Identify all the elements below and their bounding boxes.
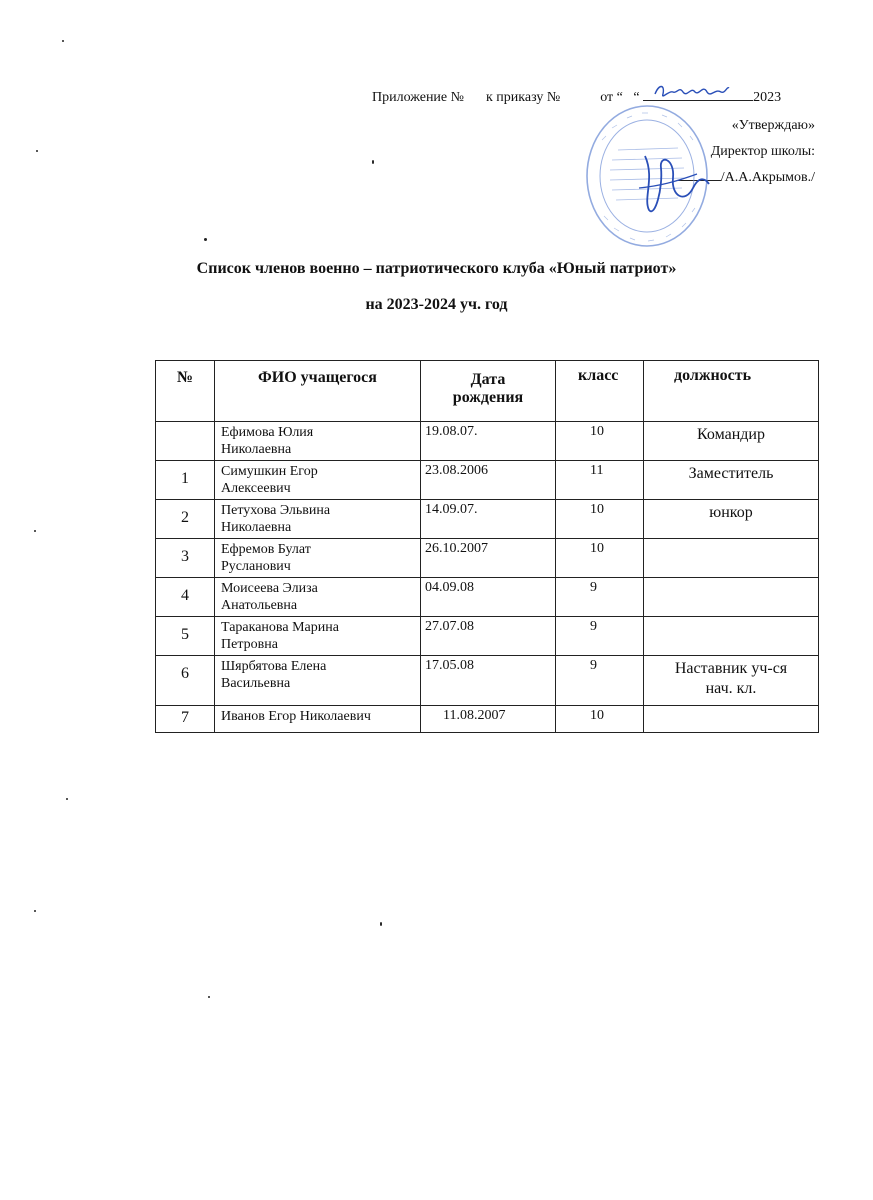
cell-grade: 9	[556, 578, 644, 617]
cell-name	[215, 617, 421, 656]
cell-grade: 11	[556, 461, 644, 500]
cell-dob: 04.09.08	[421, 578, 556, 617]
cell-grade: 9	[556, 617, 644, 656]
cell-position-line1: Заместитель	[688, 465, 774, 482]
cell-position	[644, 617, 819, 656]
cell-num: 1	[156, 461, 215, 500]
cell-dob: 23.08.2006	[421, 461, 556, 500]
cell-name-line1: Ефремов Булат	[221, 542, 311, 557]
cell-name-line1: Тараканова Марина	[221, 620, 339, 635]
order-label: к приказу №	[486, 90, 561, 105]
cell-num: 5	[156, 617, 215, 656]
col-header-dob-line1: Дата	[470, 371, 506, 388]
scan-speck	[372, 160, 374, 164]
date-quote: “	[633, 90, 640, 105]
cell-name-line2: Васильевна	[221, 676, 291, 691]
cell-num	[156, 422, 215, 461]
cell-name	[215, 422, 421, 461]
cell-name-line2: Петровна	[221, 637, 278, 652]
col-header-position: должность	[644, 361, 819, 422]
cell-name	[215, 578, 421, 617]
cell-num: 4	[156, 578, 215, 617]
col-header-name: ФИО учащегося	[215, 361, 421, 422]
scan-speck	[66, 798, 68, 800]
cell-position-line1: Командир	[697, 426, 765, 443]
col-header-dob	[421, 361, 556, 422]
cell-num: 2	[156, 500, 215, 539]
date-prefix: от “	[600, 90, 623, 105]
cell-position	[644, 422, 819, 461]
cell-name	[215, 656, 421, 706]
table-row	[156, 706, 819, 733]
approval-role: Директор школы:	[710, 144, 815, 159]
scan-speck	[34, 910, 36, 912]
handwritten-month	[651, 80, 731, 102]
document-title: Список членов военно – патриотического клуба «Юный патриот»	[196, 260, 677, 277]
cell-name-line2: Николаевна	[221, 520, 292, 535]
cell-name	[215, 706, 421, 733]
cell-dob: 17.05.08	[421, 656, 556, 706]
table-row	[156, 539, 819, 578]
cell-position	[644, 500, 819, 539]
cell-num: 6	[156, 656, 215, 706]
cell-dob: 26.10.2007	[421, 539, 556, 578]
date-month-field	[643, 86, 753, 101]
cell-name	[215, 500, 421, 539]
cell-position	[644, 461, 819, 500]
appendix-line	[372, 86, 781, 106]
cell-name-line1: Петухова Эльвина	[221, 503, 331, 518]
table-row	[156, 500, 819, 539]
scan-speck	[36, 150, 38, 152]
document-subtitle: на 2023-2024 уч. год	[365, 296, 508, 313]
cell-name-line1: Симушкин Егор	[221, 464, 318, 479]
cell-position	[644, 539, 819, 578]
approval-heading: «Утверждаю»	[731, 118, 815, 133]
date-year: 2023	[753, 90, 782, 105]
cell-name-line2: Алексеевич	[221, 481, 291, 496]
cell-grade: 10	[556, 422, 644, 461]
cell-position-line2: нач. кл.	[705, 680, 757, 697]
cell-name-line2: Русланович	[221, 559, 291, 574]
cell-dob: 14.09.07.	[421, 500, 556, 539]
cell-name	[215, 461, 421, 500]
cell-dob: 19.08.07.	[421, 422, 556, 461]
table-header-row	[156, 361, 819, 422]
cell-grade: 10	[556, 500, 644, 539]
col-header-dob-line2: рождения	[452, 389, 524, 406]
scan-speck	[204, 238, 207, 241]
table-row	[156, 578, 819, 617]
cell-dob: 27.07.08	[421, 617, 556, 656]
scan-speck	[380, 922, 382, 926]
director-signature-image	[635, 148, 715, 218]
cell-dob: 11.08.2007	[421, 706, 556, 733]
cell-position	[644, 656, 819, 706]
approval-director-name: /А.А.Акрымов./	[720, 170, 815, 185]
cell-num: 7	[156, 706, 215, 733]
cell-position	[644, 578, 819, 617]
cell-num: 3	[156, 539, 215, 578]
cell-name-line2: Анатольевна	[221, 598, 298, 613]
members-table	[155, 360, 819, 733]
scan-speck	[62, 40, 64, 42]
cell-grade: 9	[556, 656, 644, 706]
col-header-grade: класс	[556, 361, 644, 422]
table-row	[156, 617, 819, 656]
table-row	[156, 422, 819, 461]
cell-grade: 10	[556, 539, 644, 578]
cell-name-line1: Моисеева Элиза	[221, 581, 318, 596]
cell-name	[215, 539, 421, 578]
cell-name-line1: Ефимова Юлия	[221, 425, 314, 440]
scan-speck	[34, 530, 36, 532]
table-row	[156, 461, 819, 500]
table-row	[156, 656, 819, 706]
cell-name-line2: Николаевна	[221, 442, 292, 457]
appendix-label: Приложение №	[372, 90, 464, 105]
cell-grade: 10	[556, 706, 644, 733]
col-header-num: №	[156, 361, 215, 422]
cell-position	[644, 706, 819, 733]
cell-position-line1: юнкор	[709, 504, 753, 521]
cell-name-line1: Иванов Егор Николаевич	[221, 709, 371, 724]
cell-position-line1: Наставник уч-ся	[674, 660, 788, 677]
cell-name-line1: Шярбятова Елена	[221, 659, 327, 674]
scan-speck	[208, 996, 210, 998]
